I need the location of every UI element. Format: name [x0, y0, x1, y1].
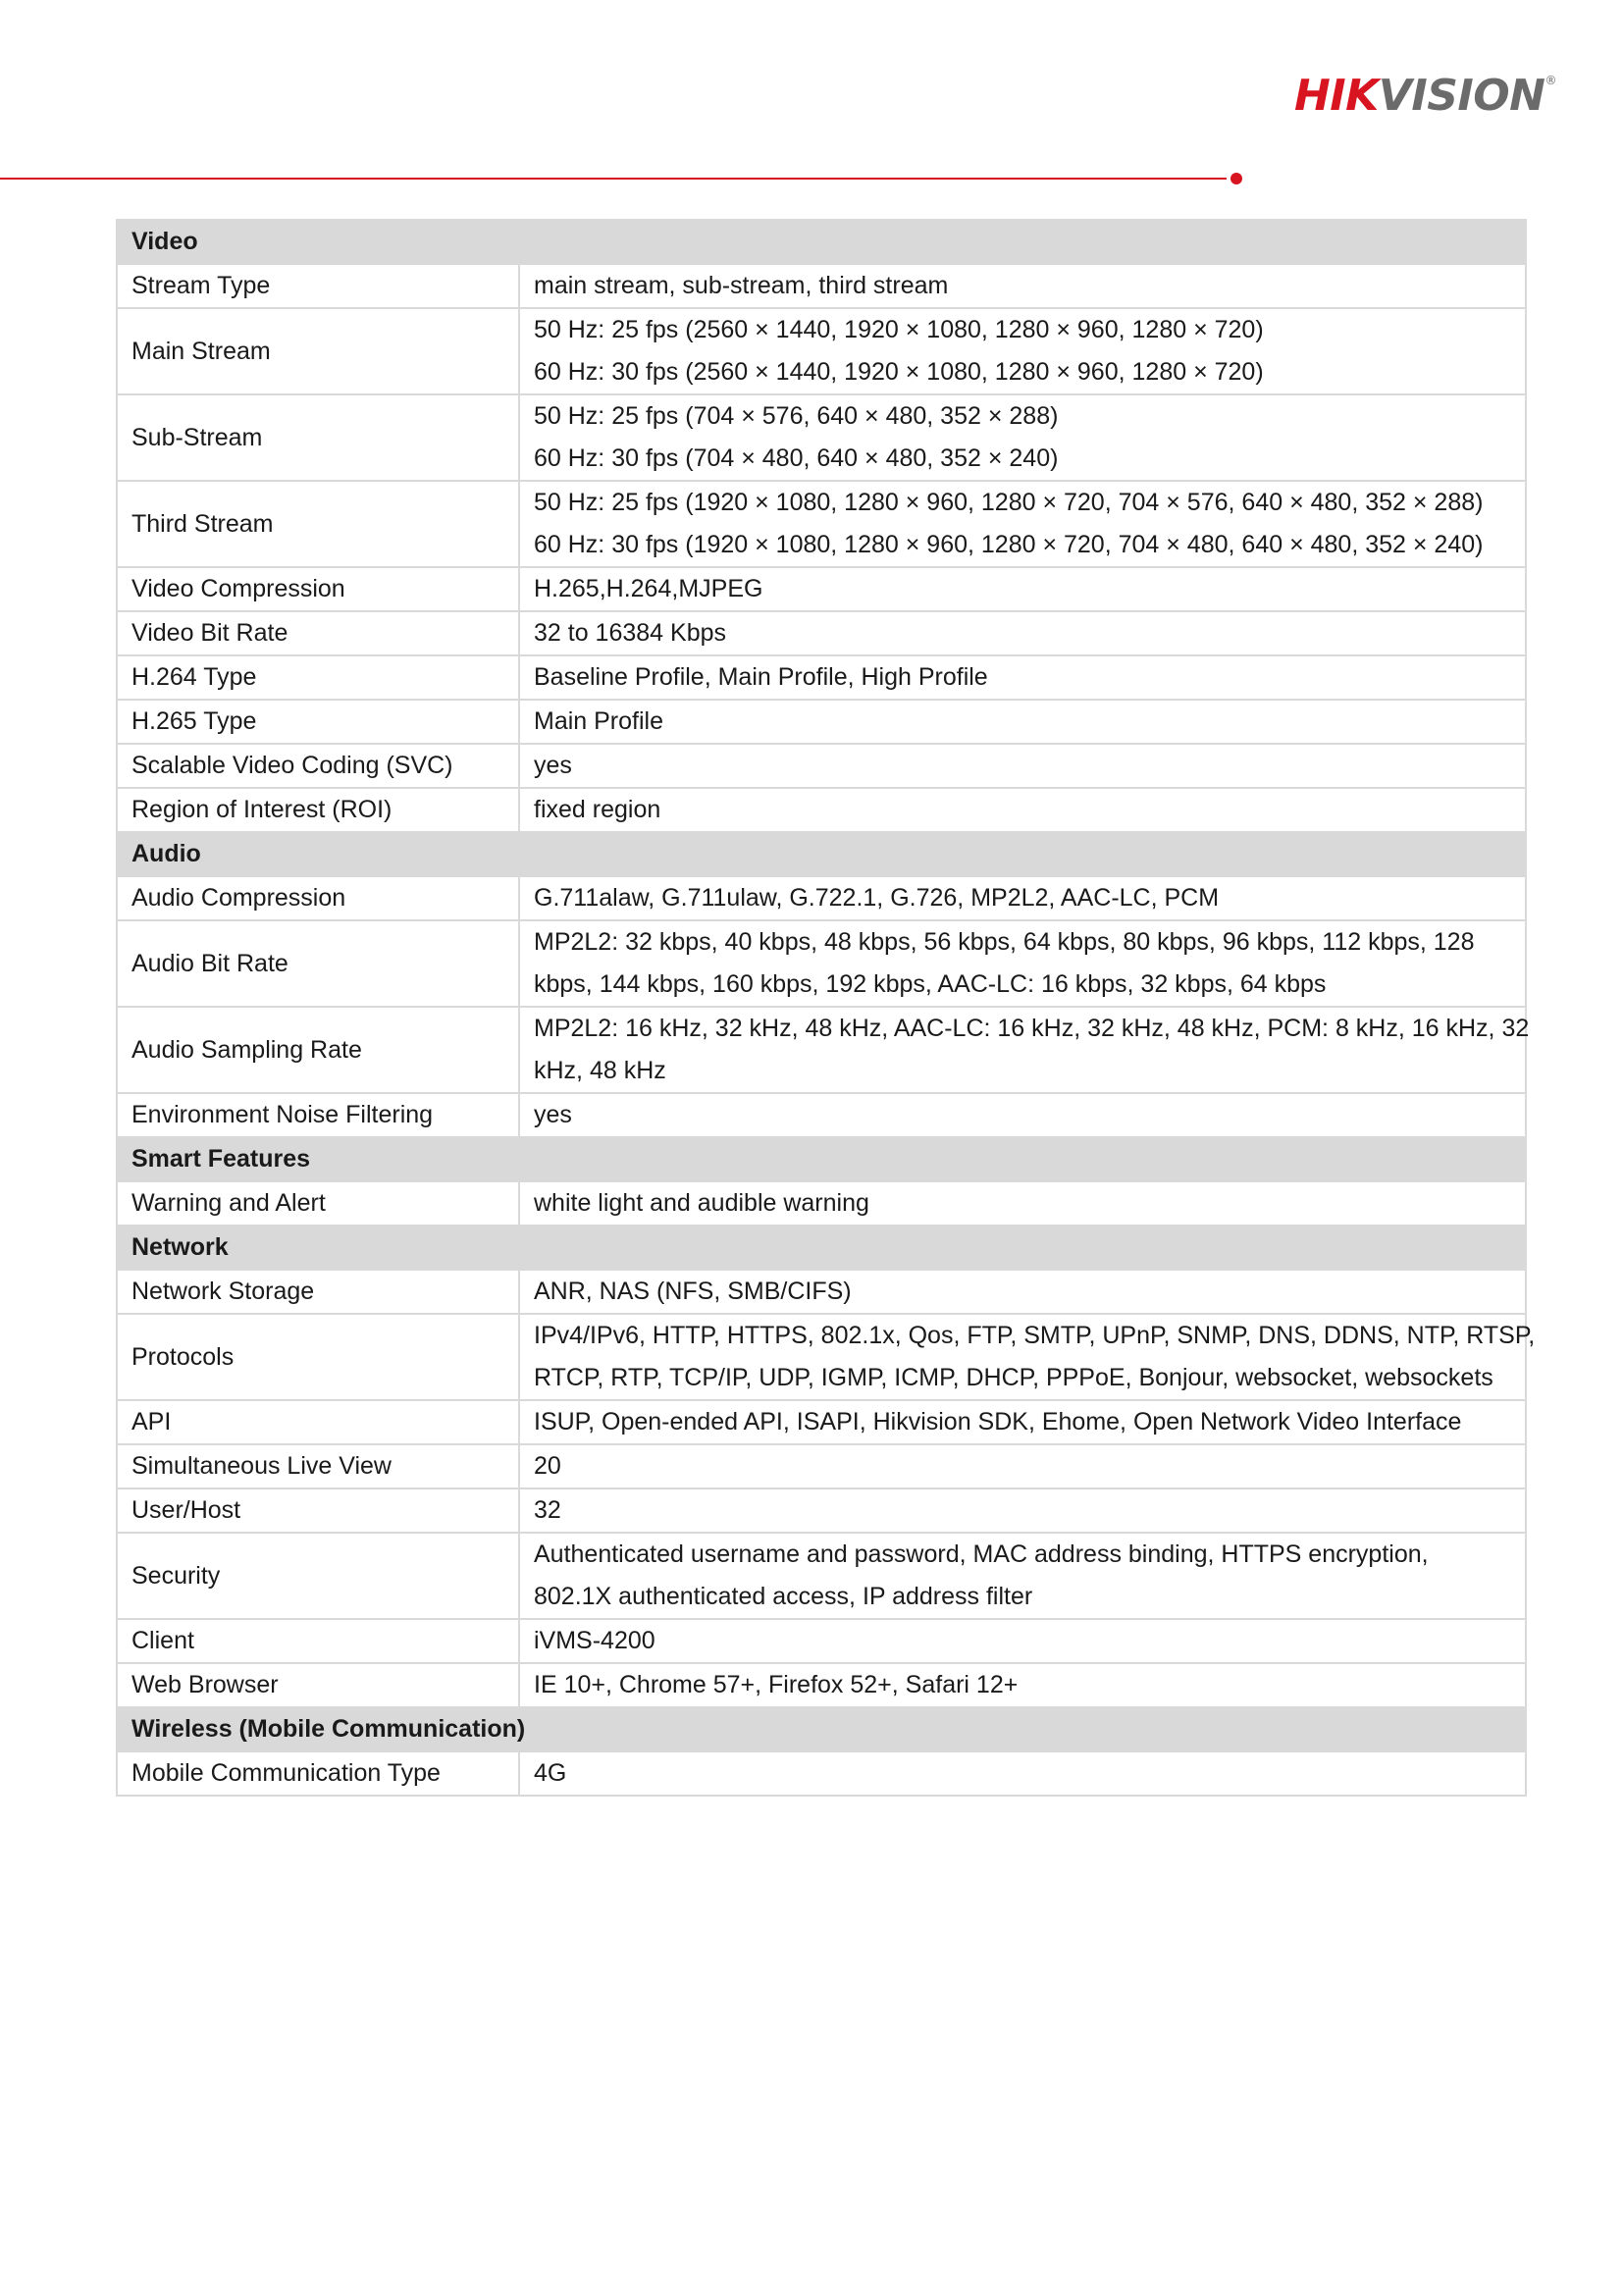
spec-row	[117, 700, 1526, 744]
spec-value-line: G.711alaw, G.711ulaw, G.722.1, G.726, MP2L2, AAC-LC, PCM	[534, 884, 1220, 912]
spec-row	[117, 1488, 1526, 1533]
spec-value	[519, 1093, 1526, 1137]
spec-row	[117, 1400, 1526, 1444]
spec-row	[117, 1093, 1526, 1137]
spec-value-line: 32	[534, 1496, 561, 1524]
spec-label: Simultaneous Live View	[117, 1444, 519, 1488]
spec-label: Client	[117, 1619, 519, 1663]
spec-value-line: 50 Hz: 25 fps (2560 × 1440, 1920 × 1080, 1280 × 960, 1280 × 720)	[534, 316, 1264, 343]
spec-value-line: IE 10+, Chrome 57+, Firefox 52+, Safari 12+	[534, 1671, 1019, 1698]
spec-row	[117, 264, 1526, 308]
spec-value-line: white light and audible warning	[534, 1189, 869, 1217]
spec-row	[117, 920, 1526, 1007]
spec-value-line: iVMS-4200	[534, 1627, 655, 1654]
section-header-row	[117, 1226, 1526, 1270]
spec-row	[117, 567, 1526, 611]
spec-value-line: Main Profile	[534, 707, 663, 735]
spec-label: Mobile Communication Type	[117, 1751, 519, 1796]
section-header-row	[117, 1707, 1526, 1751]
spec-row	[117, 1619, 1526, 1663]
spec-value	[519, 1663, 1526, 1707]
spec-row	[117, 1751, 1526, 1796]
spec-label: Video Compression	[117, 567, 519, 611]
spec-value	[519, 1400, 1526, 1444]
spec-value	[519, 1488, 1526, 1533]
spec-label: Region of Interest (ROI)	[117, 788, 519, 832]
spec-value	[519, 1533, 1526, 1619]
spec-label: Main Stream	[117, 308, 519, 394]
spec-row	[117, 788, 1526, 832]
spec-value-line: kHz, 48 kHz	[534, 1057, 666, 1084]
section-header-row	[117, 220, 1526, 264]
spec-value-line: RTCP, RTP, TCP/IP, UDP, IGMP, ICMP, DHCP, PPPoE, Bonjour, websocket, websockets	[534, 1364, 1493, 1391]
spec-row	[117, 1007, 1526, 1093]
spec-value-line: 60 Hz: 30 fps (2560 × 1440, 1920 × 1080, 1280 × 960, 1280 × 720)	[534, 358, 1264, 386]
spec-label: Audio Sampling Rate	[117, 1007, 519, 1093]
section-title: Smart Features	[117, 1137, 1526, 1181]
spec-value	[519, 264, 1526, 308]
hikvision-logo	[1293, 71, 1556, 121]
spec-value-line: MP2L2: 32 kbps, 40 kbps, 48 kbps, 56 kbps, 64 kbps, 80 kbps, 96 kbps, 112 kbps, 128	[534, 928, 1475, 956]
spec-value-line: ISUP, Open-ended API, ISAPI, Hikvision SDK, Ehome, Open Network Video Interface	[534, 1408, 1462, 1435]
spec-row	[117, 481, 1526, 567]
section-header-row	[117, 1137, 1526, 1181]
spec-value-line: 4G	[534, 1759, 567, 1787]
spec-value	[519, 920, 1526, 1007]
spec-label: Sub-Stream	[117, 394, 519, 481]
spec-label: Security	[117, 1533, 519, 1619]
spec-value-line: yes	[534, 752, 572, 779]
spec-label: Web Browser	[117, 1663, 519, 1707]
spec-value	[519, 611, 1526, 655]
spec-row	[117, 1533, 1526, 1619]
spec-row	[117, 1270, 1526, 1314]
spec-label: Scalable Video Coding (SVC)	[117, 744, 519, 788]
spec-label: Warning and Alert	[117, 1181, 519, 1226]
spec-value	[519, 567, 1526, 611]
spec-table	[116, 219, 1536, 1797]
spec-value-line: Baseline Profile, Main Profile, High Profile	[534, 663, 988, 691]
spec-value-line: fixed region	[534, 796, 661, 823]
spec-label: User/Host	[117, 1488, 519, 1533]
spec-row	[117, 1181, 1526, 1226]
spec-label: Audio Compression	[117, 876, 519, 920]
spec-row	[117, 1663, 1526, 1707]
spec-label: H.265 Type	[117, 700, 519, 744]
spec-value	[519, 1751, 1526, 1796]
spec-label: Environment Noise Filtering	[117, 1093, 519, 1137]
logo-vision-text: VISION	[1378, 71, 1545, 121]
spec-value	[519, 788, 1526, 832]
spec-value	[519, 481, 1526, 567]
spec-row	[117, 744, 1526, 788]
section-title: Video	[117, 220, 1526, 264]
spec-label: Third Stream	[117, 481, 519, 567]
header-divider-line	[0, 178, 1227, 180]
header-divider-dot	[1230, 173, 1242, 184]
spec-value	[519, 700, 1526, 744]
spec-label: Stream Type	[117, 264, 519, 308]
spec-row	[117, 611, 1526, 655]
spec-value	[519, 1007, 1530, 1093]
spec-value-line: 20	[534, 1452, 561, 1480]
spec-value	[519, 1181, 1526, 1226]
spec-value-line: kbps, 144 kbps, 160 kbps, 192 kbps, AAC-LC: 16 kbps, 32 kbps, 64 kbps	[534, 970, 1327, 998]
spec-value-line: 60 Hz: 30 fps (704 × 480, 640 × 480, 352 × 240)	[534, 444, 1059, 472]
spec-row	[117, 1444, 1526, 1488]
spec-value	[519, 744, 1526, 788]
spec-value-line: MP2L2: 16 kHz, 32 kHz, 48 kHz, AAC-LC: 16 kHz, 32 kHz, 48 kHz, PCM: 8 kHz, 16 kHz, 32	[534, 1015, 1530, 1042]
spec-value	[519, 394, 1526, 481]
section-title: Network	[117, 1226, 1526, 1270]
spec-label: Protocols	[117, 1314, 519, 1400]
spec-row	[117, 1314, 1526, 1400]
logo-registered-mark: ®	[1544, 74, 1556, 87]
spec-value	[519, 1314, 1536, 1400]
section-header-row	[117, 832, 1526, 876]
spec-label: Video Bit Rate	[117, 611, 519, 655]
spec-value-line: Authenticated username and password, MAC address binding, HTTPS encryption,	[534, 1540, 1429, 1568]
spec-value-line: 50 Hz: 25 fps (1920 × 1080, 1280 × 960, 1280 × 720, 704 × 576, 640 × 480, 352 × 288)	[534, 489, 1484, 516]
spec-value-line: IPv4/IPv6, HTTP, HTTPS, 802.1x, Qos, FTP, SMTP, UPnP, SNMP, DNS, DDNS, NTP, RTSP,	[534, 1322, 1536, 1349]
spec-row	[117, 655, 1526, 700]
spec-row	[117, 394, 1526, 481]
spec-value-line: ANR, NAS (NFS, SMB/CIFS)	[534, 1278, 852, 1305]
spec-label: Network Storage	[117, 1270, 519, 1314]
section-title: Wireless (Mobile Communication)	[117, 1707, 1526, 1751]
spec-value-line: 60 Hz: 30 fps (1920 × 1080, 1280 × 960, 1280 × 720, 704 × 480, 640 × 480, 352 × 240)	[534, 531, 1484, 558]
spec-value-line: 50 Hz: 25 fps (704 × 576, 640 × 480, 352 × 288)	[534, 402, 1059, 430]
spec-label: Audio Bit Rate	[117, 920, 519, 1007]
spec-row	[117, 308, 1526, 394]
logo-hik-text: HIK	[1293, 71, 1379, 121]
spec-value	[519, 1444, 1526, 1488]
spec-value-line: H.265,H.264,MJPEG	[534, 575, 763, 602]
spec-value	[519, 1270, 1526, 1314]
spec-label: API	[117, 1400, 519, 1444]
spec-row	[117, 876, 1526, 920]
spec-label: H.264 Type	[117, 655, 519, 700]
spec-value-line: 802.1X authenticated access, IP address filter	[534, 1583, 1033, 1610]
spec-value-line: 32 to 16384 Kbps	[534, 619, 726, 647]
spec-table-body	[117, 220, 1536, 1796]
spec-value-line: yes	[534, 1101, 572, 1128]
spec-value-line: main stream, sub-stream, third stream	[534, 272, 949, 299]
spec-value	[519, 308, 1526, 394]
spec-value	[519, 876, 1526, 920]
spec-value	[519, 655, 1526, 700]
spec-value	[519, 1619, 1526, 1663]
section-title: Audio	[117, 832, 1526, 876]
